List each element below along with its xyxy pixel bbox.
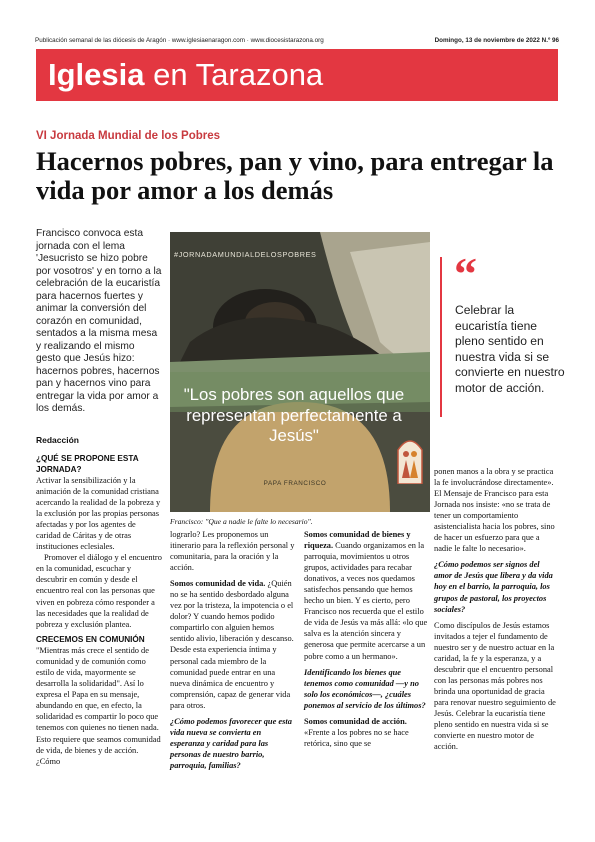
column-4: [434, 466, 558, 752]
paragraph: [304, 529, 430, 662]
question: ¿Cómo podemos ser signos del amor de Jesús que libera y da vida hoy en el barrio, la parroquia, los grupos de pastoral, los proyectos sociales?: [434, 560, 553, 614]
column-3: [304, 529, 430, 749]
article-headline: Hacernos pobres, pan y vino, para entregar la vida por amor a los demás: [36, 146, 554, 205]
photo-caption: Francisco: "Que a nadie le falte lo necesario".: [170, 517, 313, 526]
pull-quote-text: Celebrar la eucaristía tiene pleno sentido en nuestra vida si se convierte en nuestro motor de acción.: [455, 303, 565, 395]
pull-quote: [440, 248, 565, 417]
paragraph: "Mientras más crece el sentido de comunidad y de comunión como estilo de vida, mayormente se desarrolla la solidaridad". Así lo expresa el Papa en su mensaje, abundando en que, en efecto, la solidaridad es compartir lo poco que tenemos con quienes no tienen nada. Esto requiere que seamos comunidad de vida, de bienes y de acción. ¿Cómo: [36, 646, 161, 766]
paragraph: Activar la sensibilización y la animación de la comunidad cristiana acercando la realidad de la pobreza y la exclusión por las propias personas afectadas y por los agentes de caridad de Cáritas y de otras instituciones eclesiales.: [36, 476, 161, 552]
paragraph: ponen manos a la obra y se practica la fe involucrándose directamente». El Mensaje de Francisco para esta Jornada nos insiste: «no se trata de tener un comportamiento asistencialista hacia los pobres, sino de hacer un esfuerzo para que a nadie le falte lo necesario».: [434, 467, 555, 554]
paragraph: Como discípulos de Jesús estamos invitados a tejer el fundamento de nuestro ser y de nuestro actuar en la caridad, la fe y la esperanza, y a descubrir que el encuentro personal con las personas más pobres nos brinda una oportunidad de gracia para renovar nuestro seguimiento de Jesús. Celebrar la eucaristía tiene pleno sentido en nuestra vida si se convierte en nuestro motor de acción.: [434, 620, 556, 752]
inline-subhead: Somos comunidad de bienes y riqueza.: [304, 530, 411, 551]
photo-quote: "Los pobres son aquellos que representan perfectamente a Jesús": [183, 385, 405, 445]
question: ¿Cómo podemos favorecer que esta vida nueva se convierta en esperanza y caridad para las personas de nuestro barrio, parroquia, familias?: [170, 716, 292, 770]
photo-hashtag: #JORNADAMUNDIALDELOSPOBRES: [174, 250, 317, 259]
paragraph: [170, 578, 296, 711]
paragraph: Promover el diálogo y el encuentro en la comunidad, escuchar y descubrir en común y desde el encuentro real con las personas que viven en pobreza cómo responder a las necesidades que la realidad de pobreza y exclusión plantea.: [36, 553, 162, 629]
inline-subhead: Somos comunidad de vida.: [170, 579, 266, 589]
paragraph-text: «Frente a los pobres no se hace retórica, sino que se: [304, 727, 409, 748]
article-photo: [170, 232, 430, 512]
inline-subhead: Somos comunidad de acción.: [304, 716, 407, 726]
masthead-rest: en Tarazona: [144, 57, 324, 92]
photo-illustration: [170, 232, 430, 512]
column-1: [36, 454, 162, 767]
paragraph-text: ¿Quién no se ha sentido desbordado alguna vez por la tristeza, la impotencia o el dolor? Y cuando hemos podido compartirlo con alguien hemos sentido alivio, liberación y descanso. Desde esta experiencia íntima y personal cada miembro de la comunidad puede entrar en una nueva dinámica de encuentro y comprensión, capaz de generar vida para otros.: [170, 579, 294, 710]
article-byline: Redacción: [36, 435, 79, 445]
article-lead: Francisco convoca esta jornada con el lema 'Jesucristo se hizo pobre por vosotros' y en torno a la celebración de la eucaristía para hacernos fuertes y animar la conversión del corazón en comunidad, sentados a la misma mesa y realizando el mismo gesto que Jesús hizo: hacernos pobres, hacernos pan y hacernos vino para entregar la vida por amor a los demás.: [36, 228, 162, 414]
subhead: ¿QUÉ SE PROPONE ESTA JORNADA?: [36, 454, 139, 474]
publication-header: [35, 37, 559, 47]
masthead-bold: Iglesia: [48, 57, 145, 92]
masthead-title: [48, 59, 323, 91]
publication-info: Publicación semanal de las diócesis de Aragón · www.iglesiaenaragon.com · www.diocesistarazona.org: [35, 37, 324, 44]
column-2: [170, 529, 296, 771]
issue-date: Domingo, 13 de noviembre de 2022 N.º 96: [434, 37, 559, 44]
question: Identificando los bienes que tenemos como comunidad —y no solo los económicos—, ¿cuáles ponemos al servicio de los últimos?: [304, 667, 426, 710]
paragraph-text: Cuando organizamos en la parroquia, movimientos u otros grupos, actividades para recabar donativos, a veces nos quedamos satisfechos pensando que hemos hecho un bien. Y es cierto, pero Francisco nos recuerda que el estilo de vida de Jesús va más allá: «lo que salva es la atención sincera y generosa que permite acercarse a un pobre como a un hermano».: [304, 541, 428, 661]
photo-quote-author: PAPA FRANCISCO: [263, 480, 327, 487]
subhead: CRECEMOS EN COMUNIÓN: [36, 634, 145, 644]
paragraph: lograrlo? Les proponemos un itinerario para la reflexión personal y comunitaria, para la oración y la acción.: [170, 530, 295, 573]
paragraph: [304, 716, 430, 749]
article-kicker: VI Jornada Mundial de los Pobres: [36, 130, 221, 142]
masthead-banner: [36, 49, 558, 101]
quote-mark-icon: “: [454, 248, 477, 299]
